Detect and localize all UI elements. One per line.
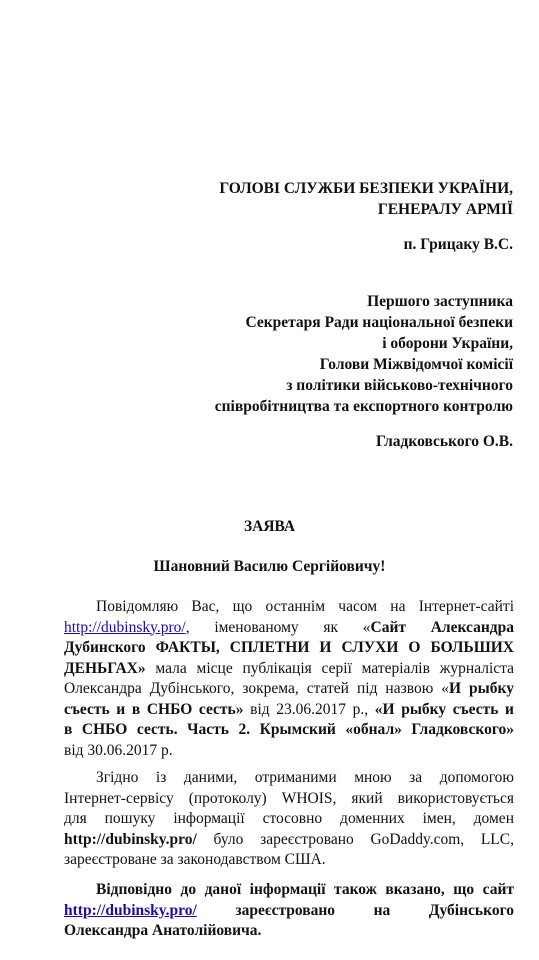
text-span: зареєстровано на Дубінського xyxy=(196,901,514,919)
sender-line: з політики військово-технічного xyxy=(286,377,513,394)
text-line: Згідно із даними, отриманими мною за допомогою xyxy=(96,769,514,786)
sender-line: і оборони України, xyxy=(382,335,513,352)
addressee-block xyxy=(219,178,513,255)
text-line xyxy=(64,638,514,659)
sender-line: співробітництва та експортного контролю xyxy=(214,398,513,415)
addressee-line-2: ГЕНЕРАЛУ АРМІЇ xyxy=(377,201,513,218)
sender-line: Секретаря Ради національної безпеки xyxy=(245,314,513,331)
paragraph-1 xyxy=(64,597,514,761)
bold-span: И рыбку xyxy=(449,680,514,697)
site-link[interactable]: http://dubinsky.pro/ xyxy=(64,618,186,636)
bold-span: Сайт Александра xyxy=(370,618,514,636)
text-line xyxy=(64,679,514,700)
sender-block xyxy=(215,291,513,452)
bold-span: в СНБО сесть. Часть 2. Крымский «обнал» Гладковского» xyxy=(64,721,514,738)
text-span: мала місце публікація серії матеріалів журналіста xyxy=(145,659,514,677)
document-title: ЗАЯВА xyxy=(243,518,296,535)
text-line: Інтернет-сервісу (протоколу) WHOIS, який використовується xyxy=(64,789,514,807)
text-line xyxy=(64,659,514,680)
text-line: від 30.06.2017 р. xyxy=(64,741,173,759)
addressee-line-1: ГОЛОВІ СЛУЖБИ БЕЗПЕКИ УКРАЇНИ, xyxy=(219,180,513,197)
text-span: , іменованому як « xyxy=(185,618,371,636)
paragraph-3 xyxy=(64,880,514,942)
text-line xyxy=(64,618,514,639)
sender-line: Голови Міжвідомчої комісії xyxy=(319,356,513,373)
bold-span: съесть и в СНБО сесть» xyxy=(64,700,244,718)
text-line: Відповідно до даної інформації також вказано, що сайт xyxy=(96,881,514,898)
paragraph-2 xyxy=(64,768,514,871)
bold-span: Дубинского ФАКТЫ, СПЛЕТНИ И СЛУХИ О БОЛЬШИХ xyxy=(64,639,514,656)
text-line xyxy=(64,700,514,721)
text-line: для пошуку інформації стосовно доменних імен, домен xyxy=(64,810,514,827)
sender-name: Гладковського О.В. xyxy=(375,433,513,450)
addressee-name: п. Грицаку В.С. xyxy=(403,236,513,253)
text-line: Олександра Анатолійовича. xyxy=(64,922,262,939)
text-span: від 23.06.2017 р., xyxy=(243,700,375,718)
text-span: Олександра Дубінського, зокрема, статей під назвою « xyxy=(64,680,450,697)
domain-bold: http://dubinsky.pro/ xyxy=(64,830,197,848)
site-link[interactable]: http://dubinsky.pro/ xyxy=(64,901,197,919)
text-line: Повідомляю Вас, що останнім часом на Інтернет-сайті xyxy=(96,598,514,615)
text-line xyxy=(64,720,514,741)
text-line: зареєстроване за законодавством США. xyxy=(64,851,326,868)
bold-span: ДЕНЬГАХ» xyxy=(64,659,146,677)
text-line xyxy=(64,830,514,851)
sender-line: Першого заступника xyxy=(367,293,513,310)
greeting: Шановний Василю Сергійовичу! xyxy=(153,558,386,575)
bold-span: «И рыбку съесть и xyxy=(374,700,514,718)
text-span: було зареєстровано GoDaddy.com, LLC, xyxy=(196,830,514,848)
text-line xyxy=(64,901,514,922)
